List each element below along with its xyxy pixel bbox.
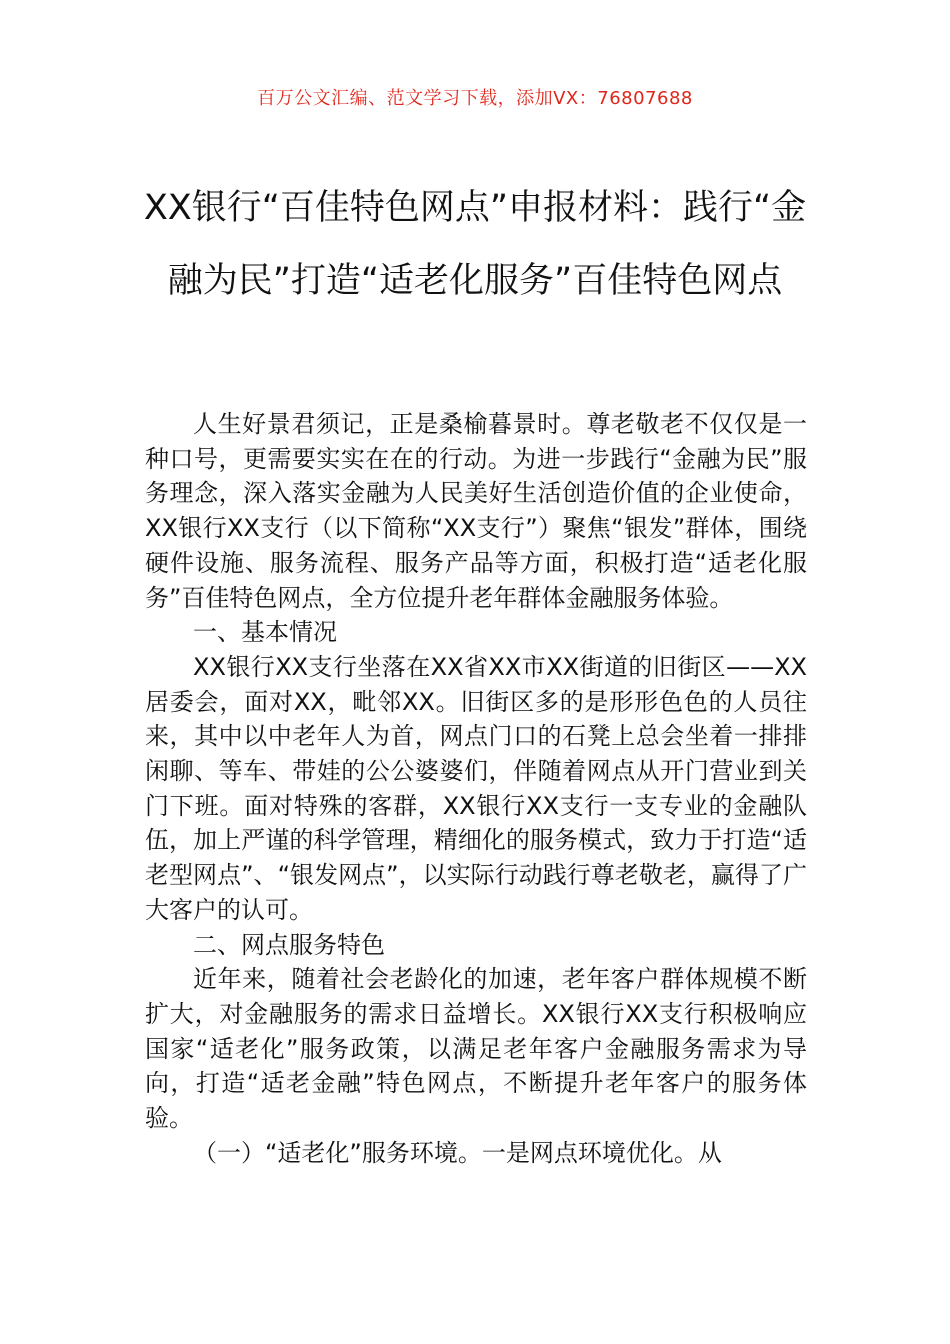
section-heading-service-features: 二、网点服务特色 (193, 930, 385, 959)
document-body (145, 407, 807, 1170)
paragraph-intro: 人生好景君须记，正是桑榆暮景时。尊老敬老不仅仅是一种口号，更需要实实在在的行动。为进一步践行“金融为民”服务理念，深入落实金融为人民美好生活创造价值的企业使命，XX银行XX支行（以下简称“XX支行”）聚焦“银发”群体，围绕硬件设施、服务流程、服务产品等方面，积极打造“适老化服务”百佳特色网点，全方位提升老年群体金融服务体验。 (145, 410, 807, 612)
section-heading-basic-info: 一、基本情况 (193, 618, 337, 647)
paragraph-basic-info: XX银行XX支行坐落在XX省XX市XX街道的旧街区——XX居委会，面对XX，毗邻XX。旧街区多的是形形色色的人员往来，其中以中老年人为首，网点门口的石凳上总会坐着一排排闲聊、等车、带娃的公公婆婆们，伴随着网点从开门营业到关门下班。面对特殊的客群，XX银行XX支行一支专业的金融队伍，加上严谨的科学管理，精细化的服务模式，致力于打造“适老型网点”、“银发网点”，以实际行动践行尊老敬老，赢得了广大客户的认可。 (145, 652, 807, 924)
document-title: XX银行“百佳特色网点”申报材料：践行“金融为民”打造“适老化服务”百佳特色网点 (143, 188, 807, 301)
header-note: 百万公文汇编、范文学习下载，添加VX：76807688 (257, 88, 693, 109)
paragraph-service-features: 近年来，随着社会老龄化的加速，老年客户群体规模不断扩大，对金融服务的需求日益增长。XX银行XX支行积极响应国家“适老化”服务政策，以满足老年客户金融服务需求为导向，打造“适老金融”特色网点，不断提升老年客户的服务体验。 (145, 965, 807, 1133)
paragraph-subsection-environment: （一）“适老化”服务环境。一是网点环境优化。从 (193, 1138, 722, 1167)
